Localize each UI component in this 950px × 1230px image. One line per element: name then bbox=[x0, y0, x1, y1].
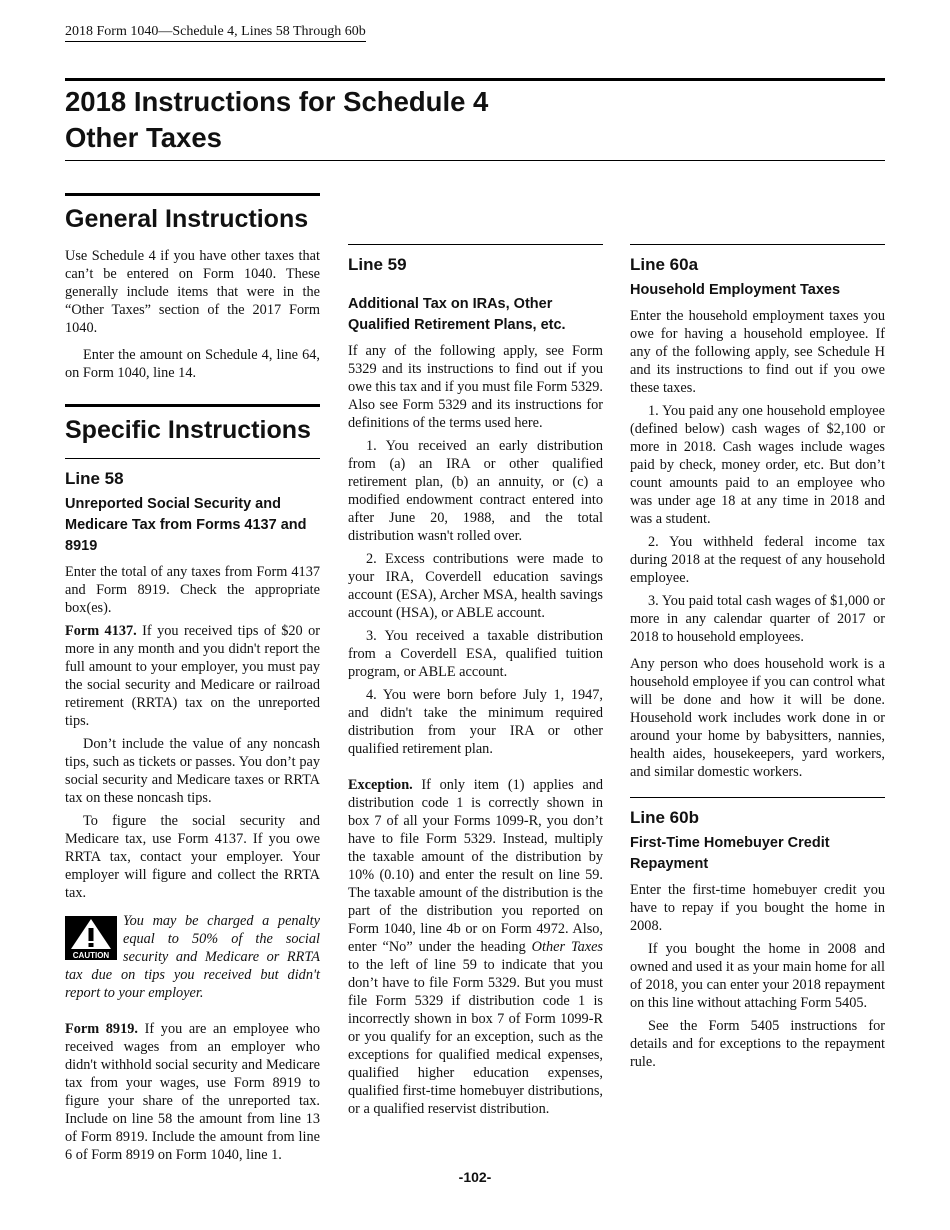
page-title bbox=[65, 84, 885, 156]
line-60b-paragraph-3: See the Form 5405 instructions for details and for exceptions to the repayment rule. bbox=[630, 1018, 885, 1070]
general-paragraph-2: Enter the amount on Schedule 4, line 64, on Form 1040, line 14. bbox=[65, 347, 320, 381]
line-59-item-3: 3. You received a taxable distribution from a Coverdell ESA, qualified tuition program, or ABLE account. bbox=[348, 628, 603, 680]
running-head: 2018 Form 1040—Schedule 4, Lines 58 Through 60b bbox=[65, 24, 366, 42]
line-60a-item-3: 3. You paid total cash wages of $1,000 or more in any calendar quarter of 2017 or 2018 to household employees. bbox=[630, 593, 885, 645]
column-2 bbox=[348, 180, 603, 1118]
line-59-subheading: Additional Tax on IRAs, Other Qualified Retirement Plans, etc. bbox=[348, 296, 566, 333]
line-60a-paragraph-1: Enter the household employment taxes you owe for having a household employee. If any of the following apply, see Schedule H and its instructions to find out if you owe these taxes. bbox=[630, 308, 885, 396]
line-60a-item-2: 2. You withheld federal income tax during 2018 at the request of any household employee. bbox=[630, 534, 885, 586]
line-59-item-4: 4. You were born before July 1, 1947, and didn't take the minimum required distribution from your IRA or other qualified retirement plan. bbox=[348, 687, 603, 757]
form-4137-label: Form 4137. bbox=[65, 623, 137, 639]
general-instructions-heading: General Instructions bbox=[65, 193, 320, 235]
line-60a-paragraph-2: Any person who does household work is a household employee if you can control what will be done and how it will be done. Household work includes work done in or around your home by babysitters, nannies, health aides, housekeepers, yard workers, and similar domestic workers. bbox=[630, 656, 885, 780]
line-58-heading: Line 58 bbox=[65, 458, 320, 490]
title-line-2: Other Taxes bbox=[65, 122, 222, 153]
exception-paragraph bbox=[348, 776, 603, 1118]
line-60a-item-1: 1. You paid any one household employee (defined below) cash wages of $2,100 or more in 2018. Cash wages include wages paid by check, money order, etc. But don’t count amounts paid to an employee who was under age 18 at any time in 2018 and was a student. bbox=[630, 403, 885, 527]
line-58-subheading: Unreported Social Security and Medicare Tax from Forms 4137 and 8919 bbox=[65, 496, 307, 554]
form-8919-paragraph bbox=[65, 1020, 320, 1164]
line-60b-heading: Line 60b bbox=[630, 797, 885, 829]
line-60b-subheading: First-Time Homebuyer Credit Repayment bbox=[630, 835, 830, 872]
form-4137-text: If you received tips of $20 or more in any month and you didn't report the full amount to your employer, you must pay the social security and Medicare or railroad retirement (RRTA) tax on the unreported tips. bbox=[65, 623, 320, 729]
line-60b-paragraph-2: If you bought the home in 2008 and owned and used it as your main home for all of 2018, you can enter your 2018 repayment on this line without attaching Form 5405. bbox=[630, 941, 885, 1011]
caution-text: You may be charged a penalty equal to 50% of the social security and Medicare or RRTA tax due on tips you received but didn't report to your employer. bbox=[65, 913, 320, 1001]
exception-label: Exception. bbox=[348, 777, 413, 793]
column-3 bbox=[630, 180, 885, 1071]
general-paragraph-1: Use Schedule 4 if you have other taxes that can’t be entered on Form 1040. These generally include items that were in the “Other Taxes” section of the 2017 Form 1040. bbox=[65, 248, 320, 336]
line-58-paragraph-3: Don’t include the value of any noncash tips, such as tickets or passes. You don’t pay social security and Medicare taxes or RRTA tax on these noncash tips. bbox=[65, 736, 320, 806]
title-rule bbox=[65, 160, 885, 161]
line-59-paragraph-1: If any of the following apply, see Form 5329 and its instructions to find out if you owe this tax and if you must file Form 5329. Also see Form 5329 and its instructions for definitions of the terms used here. bbox=[348, 343, 603, 431]
page-number: -102- bbox=[458, 1169, 492, 1185]
line-59-item-1: 1. You received an early distribution from (a) an IRA or other qualified retirement plan, (b) an annuity, or (c) a modified endowment contract entered into after June 20, 1988, and the total distribution wasn't rolled over. bbox=[348, 438, 603, 544]
line-60a-heading: Line 60a bbox=[630, 244, 885, 276]
form-4137-paragraph bbox=[65, 622, 320, 730]
line-58-paragraph-4: To figure the social security and Medicare tax, use Form 4137. If you owe RRTA tax, contact your employer. Your employer will figure and collect the RRTA tax. bbox=[65, 813, 320, 901]
column-1 bbox=[65, 193, 320, 1164]
line-60a-subheading: Household Employment Taxes bbox=[630, 282, 841, 298]
form-8919-label: Form 8919. bbox=[65, 1021, 138, 1037]
line-58-paragraph-1: Enter the total of any taxes from Form 4137 and Form 8919. Check the appropriate box(es). bbox=[65, 564, 320, 616]
caution-icon bbox=[65, 916, 117, 960]
exception-heading-ref: Other Taxes bbox=[531, 939, 603, 955]
caution-label: CAUTION bbox=[72, 951, 110, 960]
caution-note bbox=[65, 912, 320, 1002]
title-line-1: 2018 Instructions for Schedule 4 bbox=[65, 86, 489, 117]
specific-instructions-heading: Specific Instructions bbox=[65, 404, 320, 446]
top-rule bbox=[65, 78, 885, 81]
form-8919-text: If you are an employee who received wages from an employer who didn't withhold social security and Medicare tax from your wages, use Form 8919 to figure your share of the unreported tax. Include on line 58 the amount from line 13 of Form 8919. Include the amount from line 6 of Form 8919 on Form 1040, line 1. bbox=[65, 1021, 320, 1163]
line-59-heading: Line 59 bbox=[348, 244, 603, 276]
exception-text-a: If only item (1) applies and distribution code 1 is correctly shown in box 7 of all your Forms 1099-R, you don’t have to file Form 5329. Instead, multiply the taxable amount of the distribution by 10% (0.10) and enter the result on line 59. The taxable amount of the distribution is the part of the distribution you reported on Form 1040, line 4b or on Form 4972. Also, enter “No” under the heading bbox=[348, 777, 603, 955]
exception-text-b: to the left of line 59 to indicate that you don’t have to file Form 5329. But you must file Form 5329 if distribution code 1 is incorrectly shown in box 7 of Form 1099-R or you qualify for an exception, such as the exceptions for qualified medical expenses, qualified higher education expenses, qualified first-time homebuyer distributions, or a qualified reservist distribution. bbox=[348, 957, 603, 1117]
line-60b-paragraph-1: Enter the first-time homebuyer credit you have to repay if you bought the home in 2008. bbox=[630, 882, 885, 934]
line-59-item-2: 2. Excess contributions were made to your IRA, Coverdell education savings account (ESA), Archer MSA, health savings account (HSA), or ABLE account. bbox=[348, 551, 603, 621]
